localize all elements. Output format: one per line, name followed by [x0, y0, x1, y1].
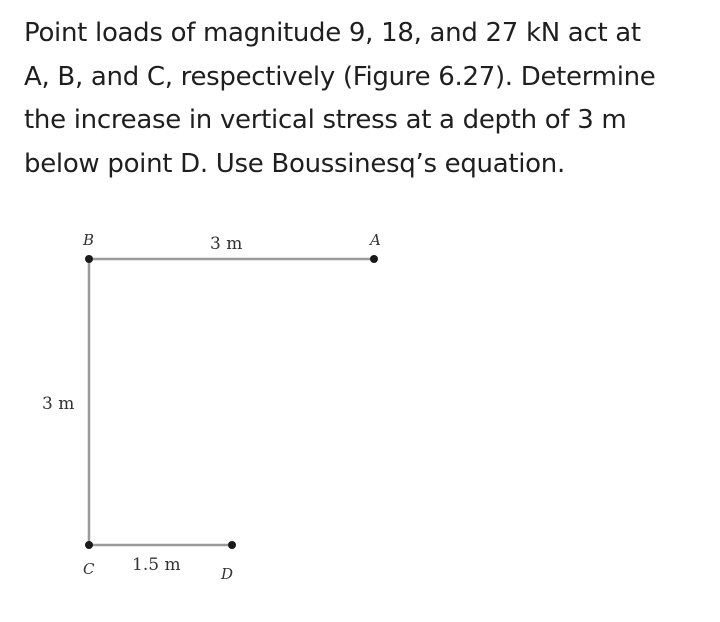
point-b — [85, 255, 93, 263]
label-c: C — [83, 560, 95, 578]
label-d: D — [221, 565, 234, 583]
dimension-b-c: 3 m — [42, 394, 75, 414]
question-line-4: below point D. Use Boussinesq’s equation. — [24, 148, 565, 179]
question-line-3: the increase in vertical stress at a depth of 3 m — [24, 105, 627, 135]
question-line-2: A, B, and C, respectively (Figure 6.27). Determine — [24, 61, 656, 92]
point-a — [370, 255, 378, 263]
point-d — [228, 541, 236, 549]
label-a: A — [370, 231, 381, 249]
dimension-b-a: 3 m — [210, 234, 243, 254]
dimension-c-d: 1.5 m — [132, 555, 181, 575]
point-c — [85, 541, 93, 549]
question-line-1: Point loads of magnitude 9, 18, and 27 kN act at — [24, 18, 641, 48]
label-b: B — [83, 231, 95, 249]
